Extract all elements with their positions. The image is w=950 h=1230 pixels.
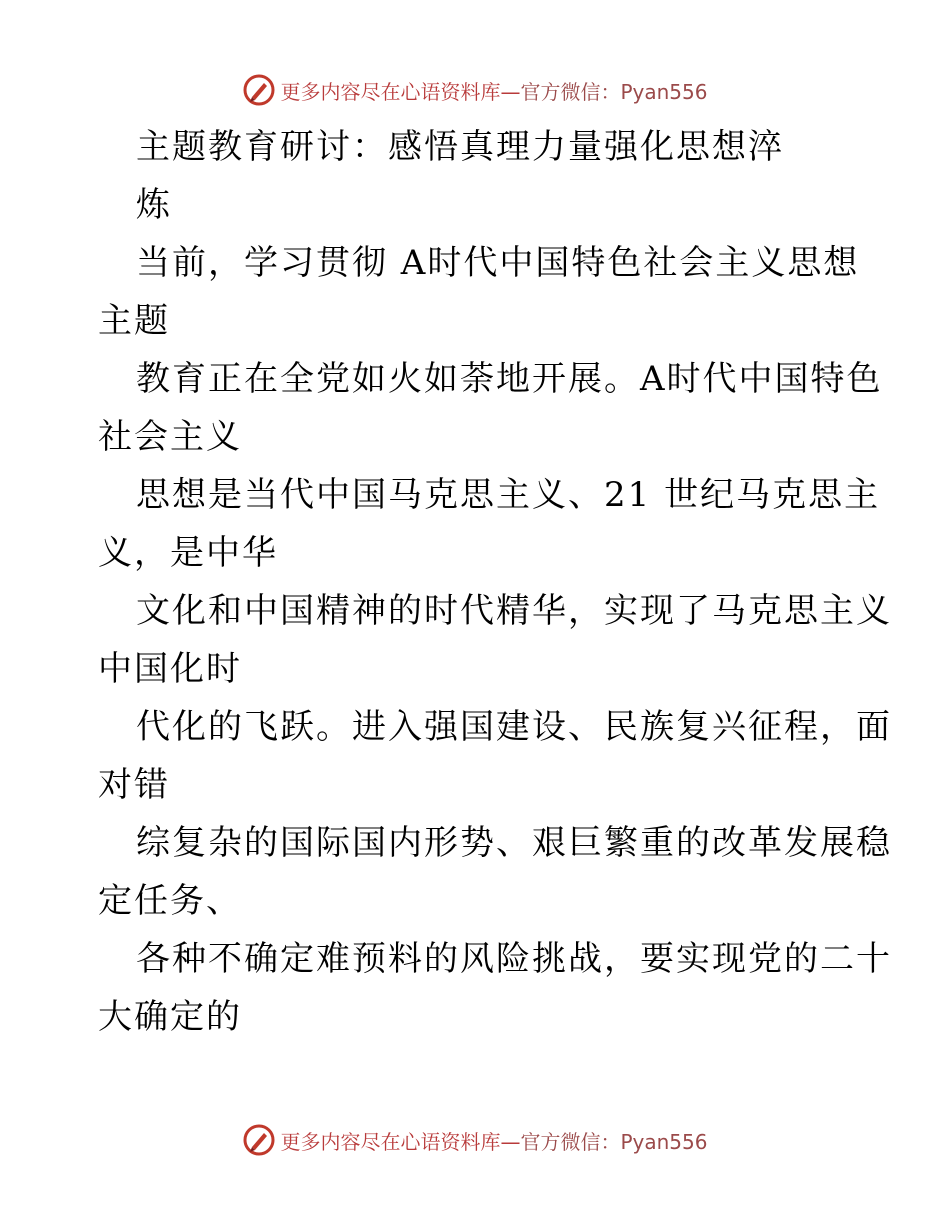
watermark-separator: — <box>500 1129 521 1154</box>
paragraph-line: 大确定的 <box>98 997 242 1037</box>
paragraph-line: 定任务、 <box>98 881 242 921</box>
paragraph-line: 综复杂的国际国内形势、艰巨繁重的改革发展稳 <box>136 823 892 863</box>
paragraph-line: 义，是中华 <box>98 533 278 573</box>
header-watermark <box>0 70 950 110</box>
title-line-1: 主题教育研讨：感悟真理力量强化思想淬 <box>136 127 784 167</box>
watermark-contact-text: 官方微信：Pyan556 <box>520 1129 708 1154</box>
paragraph-line: 各种不确定难预料的风险挑战，要实现党的二十 <box>136 939 892 979</box>
watermark-main-text: 更多内容尽在心语资料库 <box>280 1129 501 1154</box>
paragraph-line: 当前，学习贯彻 A时代中国特色社会主义思想 <box>136 243 860 283</box>
title-line-2: 炼 <box>136 185 172 225</box>
watermark-separator: — <box>500 79 521 104</box>
paragraph-line: 思想是当代中国马克思主义、21 世纪马克思主 <box>136 475 881 515</box>
footer-watermark <box>0 1120 950 1160</box>
paragraph-line: 教育正在全党如火如荼地开展。A时代中国特色 <box>136 359 883 399</box>
paragraph-line: 中国化时 <box>98 649 242 689</box>
document-body <box>98 118 892 1046</box>
watermark-main-text: 更多内容尽在心语资料库 <box>280 79 501 104</box>
pen-logo-icon <box>242 1123 276 1157</box>
pen-logo-icon <box>242 73 276 107</box>
watermark-contact-text: 官方微信：Pyan556 <box>520 79 708 104</box>
paragraph-line: 对错 <box>98 765 170 805</box>
paragraph-line: 社会主义 <box>98 417 242 457</box>
paragraph-line: 文化和中国精神的时代精华，实现了马克思主义 <box>136 591 892 631</box>
paragraph-line: 主题 <box>98 301 170 341</box>
paragraph-line: 代化的飞跃。进入强国建设、民族复兴征程，面 <box>136 707 892 747</box>
